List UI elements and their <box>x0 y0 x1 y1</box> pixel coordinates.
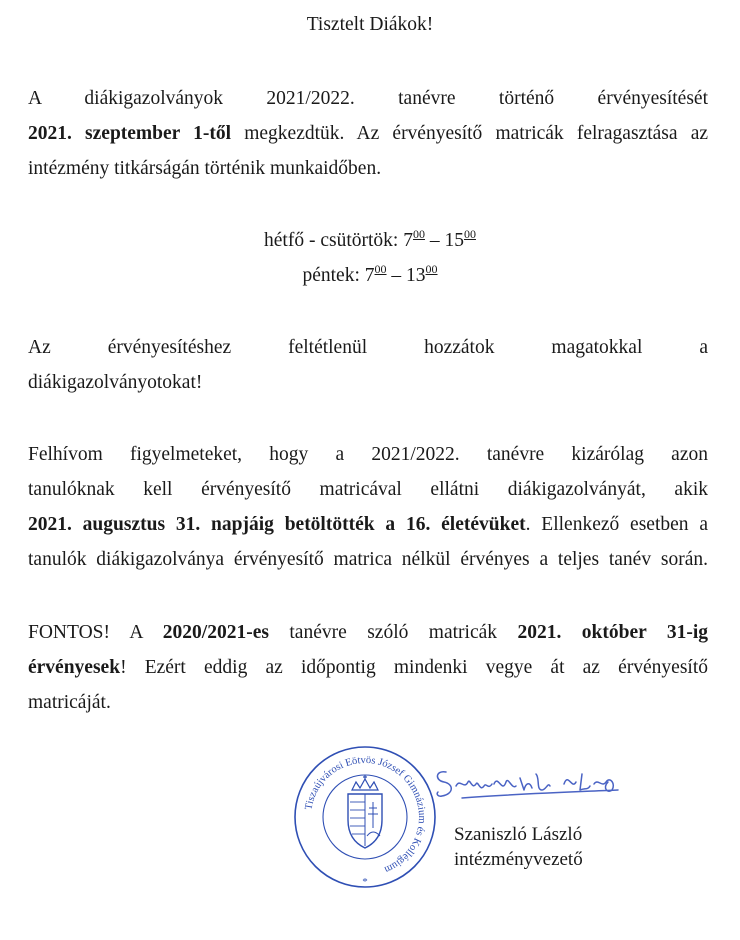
paragraph-3-line-3: 2021. augusztus 31. napjáig betöltötték a 16. életévüket. Ellenkező esetben a <box>28 514 708 535</box>
paragraph-1-line-2 <box>28 122 708 146</box>
paragraph-1-line-2-rest: megkezdtük. Az érvényesítő matricák felragasztása az <box>231 123 709 144</box>
paragraph-3-line-2: tanulóknak kell érvényesítő matricával ellátni diákigazolványát, akik <box>28 479 708 500</box>
paragraph-2-line-1: Az érvényesítéshez feltétlenül hozzátok magatokkal a <box>28 337 708 358</box>
paragraph-4-line-1: FONTOS! A 2020/2021-es tanévre szóló matricák 2021. október 31-ig <box>28 622 709 643</box>
crown-icon <box>352 779 378 790</box>
greeting: Tisztelt Diákok! <box>306 14 434 35</box>
stamp-text: Tiszaújvárosi Eötvös József Gimnázium és Kollégium <box>303 754 428 876</box>
official-stamp <box>290 742 440 892</box>
paragraph-3-line-4: tanulók diákigazolványa érvényesítő matrica nélkül érvényes a teljes tanév során. <box>28 549 708 570</box>
paragraph-4-line-2: érvényesek! Ezért eddig az időpontig mindenki vegye át az érvényesítő <box>28 657 708 678</box>
paragraph-4-line-3: matricáját. <box>28 692 111 713</box>
hours-mon-thu: hétfő - csütörtök: $7^{00} - 15^{00}$ <box>264 227 476 251</box>
paragraph-3-line-1: Felhívom figyelmeteket, hogy a 2021/2022. tanévre kizárólag azon <box>28 444 708 465</box>
hours-fri: péntek: $7^{00} - 13^{00}$ <box>302 262 438 286</box>
stamp-star: * <box>362 876 368 888</box>
paragraph-2-line-2: diákigazolványotokat! <box>28 372 203 393</box>
age-deadline-bold: 2021. augusztus 31. napjáig betöltötték a 16. életévüket <box>28 514 526 535</box>
paragraph-1-line-1: A diákigazolványok 2021/2022. tanévre történő érvényesítését <box>28 88 708 109</box>
signer-name: Szaniszló László <box>454 824 583 845</box>
paragraph-1-line-3: intézmény titkárságán történik munkaidőben. <box>28 158 382 179</box>
signature <box>432 760 632 810</box>
signer-title: intézményvezető <box>454 849 583 870</box>
start-date-bold: 2021. szeptember 1-től <box>28 123 232 144</box>
